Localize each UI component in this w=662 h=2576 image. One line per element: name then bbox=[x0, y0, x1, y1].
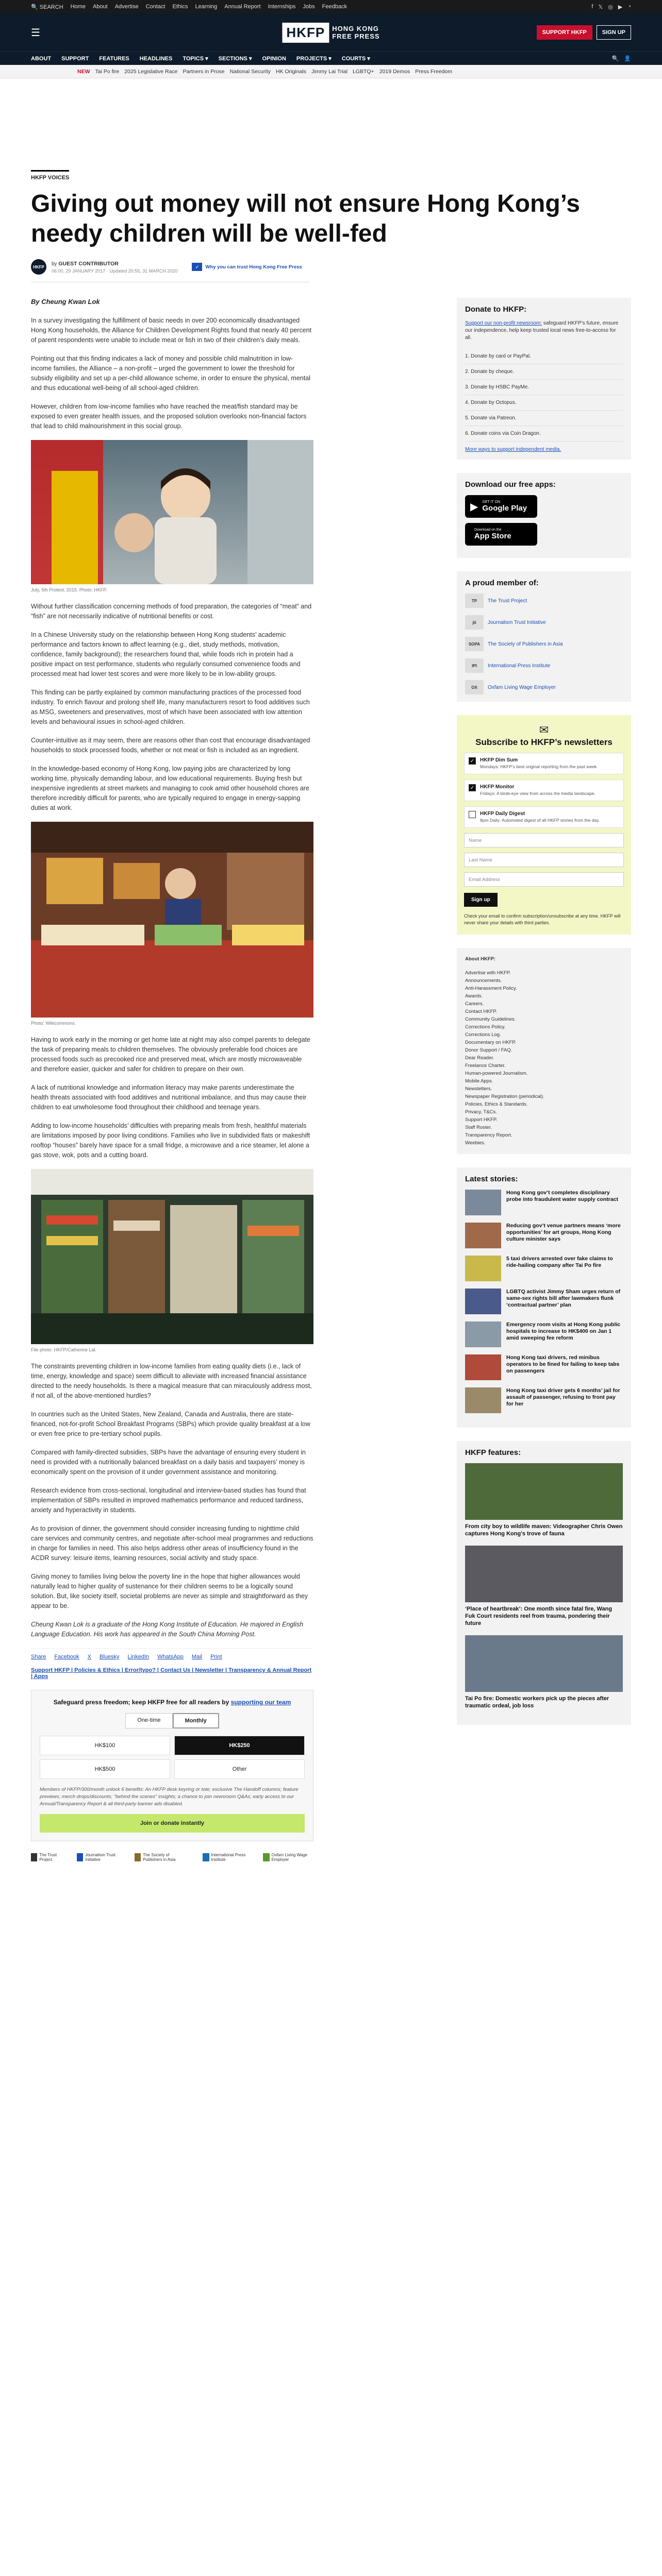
donate-heading bbox=[40, 1699, 305, 1706]
facebook-icon[interactable]: f bbox=[591, 3, 593, 10]
rss-icon[interactable]: ◔ bbox=[627, 3, 631, 10]
article-photo-store bbox=[31, 1169, 313, 1344]
story-headline: LGBTQ activist Jimmy Sham urges return of same-sex rights bill after lawmakers flunk ‘contractual partner’ plan bbox=[506, 1289, 621, 1308]
donate-method[interactable]: 1. Donate by card or PayPal. bbox=[465, 349, 623, 364]
logo-line-2: FREE PRESS bbox=[332, 32, 380, 40]
nav-about[interactable]: ABOUT bbox=[31, 55, 52, 62]
store-big-label: Google Play bbox=[482, 504, 527, 513]
donate-method[interactable]: 5. Donate via Patreon. bbox=[465, 411, 623, 426]
last-name-input[interactable]: Last Name bbox=[464, 853, 624, 867]
logo-label: Oxfam Living Wage Employer bbox=[271, 1853, 308, 1862]
about-link[interactable]: Staff Roster. bbox=[465, 1125, 492, 1130]
user-icon[interactable]: 👤 bbox=[624, 56, 631, 62]
sopa-icon: SOPA bbox=[465, 637, 484, 651]
donate-method[interactable]: 2. Donate by cheque. bbox=[465, 364, 623, 380]
about-link[interactable]: Corrections Log. bbox=[465, 1032, 501, 1038]
paragraph: Giving money to families living below the poverty line in the hope that higher allowances would naturally lead to higher quality of sustenance for their children seems to be a logically sound solution. But, like society itself, societal problems are never as simple and straightforward as they appear to be. bbox=[31, 1573, 308, 1609]
latest-story[interactable] bbox=[465, 1289, 623, 1314]
photo-caption: File photo: HKFP/Catherine Lai. bbox=[31, 1347, 97, 1352]
donation-methods bbox=[465, 349, 623, 442]
proud-member-box bbox=[457, 571, 631, 702]
paragraph: Compared with family-directed subsidies, SBPs have the advantage of ensuring every student in need is provided with a nutritionally balanced breakfast on a daily basis and taxpayers’ money is economically spent on the provision of it under government assistance and monitoring. bbox=[31, 1449, 306, 1476]
market-photo-illustration bbox=[31, 822, 313, 1018]
author-avatar: HKFP bbox=[31, 259, 46, 275]
tag-link[interactable]: Jimmy Lai Trial bbox=[311, 68, 347, 75]
trending-tags bbox=[0, 65, 662, 78]
feature-headline[interactable]: Tai Po fire: Domestic workers pick up the pieces after traumatic ordeal, job loss bbox=[465, 1696, 609, 1709]
social-icons bbox=[591, 4, 631, 10]
trust-link[interactable] bbox=[192, 263, 302, 271]
paragraph: Adding to low-income households’ difficulties with preparing meals from fresh, healthful materials are limitations imposed by poor living conditions. Families who live in subdivided flats or makeshift rooftop “houses” barely have space for a small fridge, a microwave and a rice steamer, let alone a gas stove, wok, pots and a cutting board. bbox=[31, 1122, 310, 1159]
byline-prefix: by bbox=[52, 261, 57, 267]
paragraph: A lack of nutritional knowledge and information literacy may make parents underestimate the health threats associated with food additives and nutritional imbalance, and thus may cause their children to eat unwholesome food throughout their childhood and teenage years. bbox=[31, 1084, 307, 1111]
publish-dates: 06:00, 29 JANUARY 2017 · Updated 20:55, 31 MARCH 2020 bbox=[52, 268, 178, 274]
donate-widget bbox=[31, 1690, 313, 1841]
freq-monthly[interactable]: Monthly bbox=[173, 1713, 219, 1728]
apps-box bbox=[457, 473, 631, 558]
newsletter-note: Check your email to confirm subscription/unsubscribe at any time. HKFP will never share your details with third parties. bbox=[464, 913, 621, 925]
share-facebook[interactable]: Facebook bbox=[54, 1654, 79, 1660]
story-headline: Hong Kong taxi drivers, red minibus operators to be fined for failing to keep tabs on passengers bbox=[506, 1354, 620, 1374]
main-nav bbox=[0, 52, 662, 65]
top-bar bbox=[0, 0, 662, 13]
about-link[interactable]: Dear Reader. bbox=[465, 1055, 494, 1061]
tag-link[interactable]: Partners in Prose bbox=[183, 68, 225, 75]
about-link[interactable]: Mobile Apps. bbox=[465, 1078, 493, 1084]
name-input[interactable]: Name bbox=[464, 833, 624, 848]
newsletter-option[interactable] bbox=[464, 806, 624, 828]
nav-topics[interactable]: TOPICS ▾ bbox=[183, 56, 208, 62]
paragraph: In a survey investigating the fulfillment of basic needs in over 200 economically disadvantaged Hong Kong households, the Alliance for Children Development Rights found that nearly 40 percent of parent respondents were unable to include meat or fish in two of their children’s daily meals. bbox=[31, 317, 312, 344]
top-link-annual-report[interactable]: Annual Report bbox=[224, 4, 261, 10]
story-headline: Hong Kong taxi driver gets 6 months’ jail for assault of passenger, refusing to front pay for her bbox=[506, 1387, 620, 1407]
member-org-label: Oxfam Living Wage Employer bbox=[488, 684, 556, 690]
member-org[interactable] bbox=[465, 594, 623, 608]
feature-headline[interactable]: ‘Place of heartbreak’: One month since fatal fire, Wang Fuk Court residents reel from trauma, pondering their future bbox=[465, 1606, 613, 1626]
about-link[interactable]: Human-powered Journalism. bbox=[465, 1071, 528, 1076]
nav-opinion[interactable]: OPINION bbox=[262, 55, 286, 62]
member-org-label: The Trust Project bbox=[488, 598, 527, 604]
about-link[interactable]: Weebies. bbox=[465, 1140, 486, 1146]
article-photo-child bbox=[31, 440, 313, 584]
member-org-label: International Press Institute bbox=[488, 663, 551, 669]
member-org[interactable] bbox=[465, 680, 623, 694]
about-link[interactable]: Freelance Charter. bbox=[465, 1063, 506, 1069]
donate-method[interactable]: 4. Donate by Octopus. bbox=[465, 395, 623, 411]
about-link[interactable]: Community Guidelines. bbox=[465, 1016, 516, 1022]
nav-headlines[interactable]: HEADLINES bbox=[139, 55, 173, 62]
about-link[interactable]: Newsletters. bbox=[465, 1086, 492, 1092]
about-link[interactable]: Awards. bbox=[465, 993, 483, 999]
feature-image[interactable] bbox=[465, 1463, 623, 1520]
site-header bbox=[0, 13, 662, 52]
newsletter-signup-button[interactable]: Sign up bbox=[464, 893, 498, 907]
tag-link[interactable]: 2019 Demos bbox=[379, 68, 410, 75]
tag-link[interactable]: Press Freedom bbox=[415, 68, 453, 75]
oxfam-icon: OX bbox=[465, 680, 484, 694]
about-link[interactable]: Documentary on HKFP. bbox=[465, 1040, 517, 1045]
paragraph: Research evidence from cross-sectional, longitudinal and interview-based studies has found that implementation of SBPs resulted in improved mathematics performance and reduced tardiness, anxiety and hyperactivity in students. bbox=[31, 1487, 306, 1514]
story-thumbnail bbox=[465, 1289, 501, 1314]
latest-story[interactable] bbox=[465, 1256, 623, 1281]
youtube-icon[interactable]: ▶ bbox=[618, 4, 623, 10]
about-link[interactable]: Advertise with HKFP. bbox=[465, 970, 511, 976]
more-ways-link[interactable]: More ways to support independent media. bbox=[465, 447, 561, 452]
about-link[interactable]: Donor Support / FAQ. bbox=[465, 1047, 512, 1053]
byline-author bbox=[52, 261, 177, 267]
donate-heading-text: Safeguard press freedom; keep HKFP free for all readers by bbox=[53, 1699, 231, 1706]
paragraph: Having to work early in the morning or get home late at night may also compel parents to delegate the task of preparing meals to children themselves. The obviously preferable food choices are processed foods such as precooked rice and preserved meat, which are mostly microwaveable and therefore easier, quicker and safer for children to prepare on their own. bbox=[31, 1036, 310, 1073]
about-link[interactable]: Transparency Report. bbox=[465, 1132, 512, 1138]
search-icon[interactable]: 🔍 bbox=[611, 56, 619, 62]
logo-ipi[interactable] bbox=[203, 1853, 250, 1862]
sidebar-title: HKFP features: bbox=[465, 1448, 521, 1457]
logo-oxfam[interactable] bbox=[263, 1853, 313, 1862]
top-link-search[interactable]: 🔍 SEARCH bbox=[31, 4, 63, 10]
member-org-label: The Society of Publishers in Asia bbox=[488, 641, 563, 647]
instagram-icon[interactable]: ◎ bbox=[608, 4, 613, 10]
footer-member-logos bbox=[31, 1853, 313, 1862]
donate-text-body: safeguard HKFP’s future, ensure our independence, help keep trusted local news free-to-access for all. bbox=[465, 320, 619, 341]
story-headline: Hong Kong gov’t completes disciplinary probe into fraudulent water supply contract bbox=[506, 1190, 619, 1202]
hkfp-features bbox=[457, 1441, 631, 1725]
child-photo-illustration bbox=[31, 440, 313, 584]
sidebar-title: Download our free apps: bbox=[465, 480, 556, 489]
share-label: Share bbox=[31, 1654, 46, 1660]
amount-other[interactable]: Other bbox=[174, 1759, 305, 1779]
paragraph: However, children from low-income families who have reached the meat/fish standard may be exposed to even greater health issues, and the proposed solution overlooks non-financial factors that lead to child malnourishment in this social group. bbox=[31, 403, 307, 430]
sign-up-button[interactable]: SIGN UP bbox=[597, 25, 631, 40]
donate-text bbox=[465, 320, 623, 342]
latest-story[interactable] bbox=[465, 1223, 623, 1248]
logo-label: The Society of Publishers in Asia bbox=[143, 1853, 176, 1862]
logo-sopa[interactable] bbox=[135, 1853, 189, 1862]
top-link-about[interactable]: About bbox=[92, 4, 108, 10]
amount-250[interactable]: HK$250 bbox=[174, 1736, 305, 1755]
article-body bbox=[31, 298, 313, 1862]
trust-project-icon: TP bbox=[465, 594, 484, 608]
article-kicker[interactable]: HKFP VOICES bbox=[31, 170, 69, 181]
nav-support[interactable]: SUPPORT bbox=[61, 55, 89, 62]
paragraph: As to provision of dinner, the government should consider increasing funding to nighttime child care services and community centres, and negotiate after-school meal programmes and reductions in charge for families in need. This also helps address other areas of insufficiency found in the ACDR survey: leisure items, learning resources, social activity and study space. bbox=[31, 1525, 313, 1562]
store-big-label: App Store bbox=[474, 532, 511, 540]
tag-link[interactable]: National Security bbox=[229, 68, 271, 75]
story-thumbnail bbox=[465, 1223, 501, 1248]
about-box bbox=[457, 948, 631, 1154]
menu-icon[interactable]: ☰ bbox=[31, 27, 40, 39]
checkbox[interactable]: ✓ bbox=[469, 757, 476, 765]
sidebar-title: Donate to HKFP: bbox=[465, 305, 527, 314]
sidebar-title: A proud member of: bbox=[465, 579, 539, 587]
top-link-jobs[interactable]: Jobs bbox=[303, 4, 315, 10]
newsletter-option[interactable] bbox=[464, 753, 624, 774]
donation-amounts bbox=[40, 1736, 305, 1779]
member-orgs bbox=[465, 594, 623, 694]
logo-text bbox=[332, 25, 379, 40]
about-link[interactable]: Careers. bbox=[465, 1001, 484, 1007]
share-bar bbox=[31, 1648, 313, 1660]
amount-500[interactable]: HK$500 bbox=[40, 1759, 170, 1779]
newsletter-name: HKFP Monitor bbox=[480, 784, 515, 790]
story-thumbnail bbox=[465, 1190, 501, 1215]
story-headline: Reducing gov’t venue partners means ‘more opportunities’ for art groups, Hong Kong culture minister says bbox=[506, 1223, 621, 1242]
about-link[interactable]: Newspaper Registration (periodical). bbox=[465, 1094, 544, 1099]
top-link-learning[interactable]: Learning bbox=[195, 4, 218, 10]
byline bbox=[31, 259, 309, 282]
about-link[interactable]: Support HKFP. bbox=[465, 1117, 498, 1123]
about-link[interactable]: Corrections Policy. bbox=[465, 1024, 506, 1030]
top-link-home[interactable]: Home bbox=[70, 4, 86, 10]
member-org[interactable] bbox=[465, 637, 623, 651]
latest-stories bbox=[457, 1167, 631, 1428]
about-link[interactable]: Policies, Ethics & Standards. bbox=[465, 1101, 528, 1107]
sidebar-title: Latest stories: bbox=[465, 1175, 518, 1183]
email-input[interactable]: Email Address bbox=[464, 872, 624, 887]
story-thumbnail bbox=[465, 1321, 501, 1347]
store-small-label: Download on the bbox=[474, 528, 502, 532]
freq-one-time[interactable]: One-time bbox=[125, 1713, 172, 1728]
byline-name[interactable]: GUEST CONTRIBUTOR bbox=[58, 260, 119, 267]
google-play-badge[interactable] bbox=[465, 495, 537, 518]
newsletter-signup bbox=[457, 715, 631, 935]
share-print[interactable]: Print bbox=[210, 1654, 222, 1660]
membership-perks: Members of HKFP/300/month unlock 6 benefits: An HKFP desk keyring or tote; exclusive The Handoff columns; feature previews; merch drops/discounts; "behind the scenes" insights; a chance to join newsroom Q&As; early access to our Annual/Transparency Report & all third-party banner ads disabled. bbox=[40, 1787, 299, 1807]
nav-sections[interactable]: SECTIONS ▾ bbox=[218, 56, 252, 62]
about-link[interactable]: Announcements. bbox=[465, 978, 502, 984]
newsletter-title: Subscribe to HKFP’s newsletters bbox=[475, 737, 613, 747]
logo-label: International Press Institute bbox=[211, 1853, 246, 1862]
share-whatsapp[interactable]: WhatsApp bbox=[157, 1654, 184, 1660]
top-link-ethics[interactable]: Ethics bbox=[172, 4, 188, 10]
x-icon[interactable]: 𝕏 bbox=[598, 4, 603, 10]
latest-story[interactable] bbox=[465, 1387, 623, 1413]
article-photo-market bbox=[31, 822, 313, 1018]
sopa-logo-icon bbox=[135, 1853, 141, 1861]
paragraph: In the knowledge-based economy of Hong Kong, low paying jobs are characterized by long working time, physically demanding labour, and low educational requirements. Buying fresh but inexpensive ingredients at street markets and managing to cook amid other household chores are therefore incredibly difficult for parents, who are typically required to engage in energy-sapping duties at work. bbox=[31, 765, 309, 811]
member-org[interactable] bbox=[465, 615, 623, 630]
story-thumbnail bbox=[465, 1387, 501, 1413]
share-x[interactable]: X bbox=[87, 1654, 92, 1660]
support-hkfp-button[interactable]: SUPPORT HKFP bbox=[537, 25, 592, 40]
top-link-feedback[interactable]: Feedback bbox=[322, 4, 347, 10]
member-org-label: Journalism Trust Initiative bbox=[488, 619, 546, 625]
jti-icon: jti bbox=[465, 615, 484, 630]
tag-link[interactable]: 2025 Legislative Race bbox=[124, 68, 178, 75]
logo-line-1: HONG KONG bbox=[332, 25, 379, 32]
photo-caption: July, 5th Protest, 2015. Photo: HKFP. bbox=[31, 587, 107, 592]
nav-courts[interactable]: COURTS ▾ bbox=[341, 56, 370, 62]
new-badge: NEW bbox=[77, 68, 90, 75]
article-title: Giving out money will not ensure Hong Kong’s needy children will be well-fed bbox=[31, 190, 580, 247]
newsletter-option[interactable] bbox=[464, 779, 624, 801]
amount-100[interactable]: HK$100 bbox=[40, 1736, 170, 1755]
story-headline: Emergency room visits at Hong Kong public hospitals to increase to HK$400 on Jan 1 amid sweeping fee reform bbox=[506, 1321, 621, 1341]
latest-story[interactable] bbox=[465, 1354, 623, 1380]
article-author: By Cheung Kwan Lok bbox=[31, 298, 100, 306]
about-link[interactable]: Contact HKFP. bbox=[465, 1009, 498, 1014]
donate-method[interactable]: 3. Donate by HSBC PayMe. bbox=[465, 380, 623, 395]
top-link-contact[interactable]: Contact bbox=[145, 4, 166, 10]
app-store-badge[interactable] bbox=[465, 523, 537, 546]
story-headline: 5 taxi drivers arrested over fake claims to ride-hailing company after Tai Po fire bbox=[506, 1256, 613, 1268]
member-org[interactable] bbox=[465, 658, 623, 673]
feature-image[interactable] bbox=[465, 1546, 623, 1602]
newsletter-desc: Fridays: A birds-eye view from across the media landscape. bbox=[480, 791, 595, 796]
share-linkedin[interactable]: LinkedIn bbox=[127, 1654, 150, 1660]
store-photo-illustration bbox=[31, 1169, 313, 1344]
feature-image[interactable] bbox=[465, 1635, 623, 1692]
checkbox[interactable] bbox=[469, 811, 476, 818]
about-link[interactable]: Privacy, T&Cs. bbox=[465, 1109, 497, 1115]
logo-label: The Trust Project bbox=[39, 1853, 57, 1862]
author-bio: Cheung Kwan Lok is a graduate of the Hong Kong Institute of Education. He majored in English Language Education. His work has appeared in the South China Morning Post. bbox=[31, 1621, 304, 1638]
trust-badge-icon: ✓ bbox=[192, 263, 202, 271]
newsletter-desc: 8pm Daily: Automated digest of all HKFP stories from the day. bbox=[480, 818, 600, 823]
site-logo[interactable] bbox=[282, 23, 379, 43]
paragraph: In countries such as the United States, New Zealand, Canada and Australia, there are state-financed, not-for-profit School Breakfast Programs (SBPs) which provide quality breakfast at a low or even free price to pre-tertiary school pupils. bbox=[31, 1411, 310, 1437]
feature-headline[interactable]: From city boy to wildlife maven: Videographer Chris Owen captures Hong Kong’s trove of fauna bbox=[465, 1523, 623, 1537]
donation-frequency bbox=[40, 1713, 305, 1728]
share-bluesky[interactable]: Bluesky bbox=[100, 1654, 120, 1660]
donate-method[interactable]: 6. Donate coins via Coin Dragon. bbox=[465, 426, 623, 442]
store-small-label: GET IT ON bbox=[482, 500, 501, 504]
trust-link-label: Why you can trust Hong Kong Free Press bbox=[205, 264, 302, 270]
top-link-advertise[interactable]: Advertise bbox=[114, 4, 139, 10]
trust-project-logo-icon bbox=[31, 1853, 37, 1861]
paragraph: The constraints preventing children in low-income families from eating quality diets (i.e., lack of time, energy, knowledge and space) seem difficult to alleviate with increased financial assistance directed to the needy households. Is there a magical measure that can miraculously address most, if not all, of the above-mentioned hurdles? bbox=[31, 1363, 312, 1399]
story-thumbnail bbox=[465, 1256, 501, 1281]
tag-link[interactable]: Tai Po fire bbox=[95, 68, 120, 75]
donate-text-link[interactable]: Support our non-profit newsroom: bbox=[465, 320, 542, 326]
tag-link[interactable]: HK Originals bbox=[276, 68, 306, 75]
share-mail[interactable]: Mail bbox=[191, 1654, 203, 1660]
ipi-logo-icon bbox=[203, 1853, 209, 1861]
logo-jti[interactable] bbox=[77, 1853, 121, 1862]
paragraph: This finding can be partly explained by common manufacturing practices of the processed food industry. To enrich flavour and prolong shelf life, many manufacturers resort to food additives such as MSG, sweeteners and preservatives, most of which have been associated with low attention levels and behavioural issues in school-aged children. bbox=[31, 689, 310, 725]
story-thumbnail bbox=[465, 1354, 501, 1380]
mail-icon: ✉ bbox=[539, 723, 549, 736]
google-play-icon: ▶ bbox=[470, 501, 478, 513]
paragraph: In a Chinese University study on the relationship between Hong Kong students’ academic performance and factors known to affect learning (e.g., diet, study methods, motivation, confidence, family background); the researchers found that, while foods rich in protein had a positive impact on test performance, students who regularly consumed convenience foods and processed meat had lower test scores and were more likely to be in low-ability groups. bbox=[31, 631, 301, 677]
logo-mark: HKFP bbox=[282, 23, 329, 43]
checkbox[interactable]: ✓ bbox=[469, 784, 476, 791]
paragraph: Without further classification concerning methods of food preparation, the categories of “meat” and “fish” are not necessarily indicative of nutritional benefits or cost. bbox=[31, 603, 312, 620]
tag-link[interactable]: LGBTQ+ bbox=[352, 68, 374, 75]
newsletter-desc: Mondays: HKFP’s best original reporting from the past week. bbox=[480, 764, 598, 769]
nav-projects[interactable]: PROJECTS ▾ bbox=[296, 56, 332, 62]
newsletter-name: HKFP Daily Digest bbox=[480, 811, 525, 817]
latest-story[interactable] bbox=[465, 1321, 623, 1347]
join-donate-button[interactable]: Join or donate instantly bbox=[40, 1814, 305, 1833]
sidebar-title: About HKFP: bbox=[465, 956, 496, 962]
donate-heading-link[interactable]: supporting our team bbox=[230, 1699, 291, 1706]
donate-box bbox=[457, 298, 631, 460]
ipi-icon: IPI bbox=[465, 658, 484, 673]
paragraph: Counter-intuitive as it may seem, there are reasons other than cost that encourage disadvantaged households to stock processed foods, whether or not meat or fish is included as an ingredient. bbox=[31, 737, 310, 754]
about-link[interactable]: Anti-Harassment Policy. bbox=[465, 986, 517, 991]
paragraph: Pointing out that this finding indicates a lack of money and possible child malnutrition in low-income families, the Alliance – a non-profit – urged the government to lower the threshold for subsidy eligibility and set up a per-child allowance scheme, in order to ensure the physical, mental and thus educational well-being of all school-aged children. bbox=[31, 355, 310, 392]
logo-label: Journalism Trust Initiative bbox=[85, 1853, 116, 1862]
nav-features[interactable]: FEATURES bbox=[99, 55, 129, 62]
top-link-internships[interactable]: Internships bbox=[268, 4, 296, 10]
logo-trust-project[interactable] bbox=[31, 1853, 63, 1862]
newsletter-name: HKFP Dim Sum bbox=[480, 757, 518, 763]
jti-logo-icon bbox=[77, 1853, 83, 1861]
sidebar bbox=[457, 298, 631, 1862]
oxfam-logo-icon bbox=[263, 1853, 269, 1861]
photo-caption: Photo: Wikicommons. bbox=[31, 1021, 76, 1026]
latest-story[interactable] bbox=[465, 1190, 623, 1215]
support-links[interactable]: Support HKFP | Policies & Ethics | Error/typo? | Contact Us | Newsletter | Transparency & Annual Report | Apps bbox=[31, 1667, 312, 1680]
